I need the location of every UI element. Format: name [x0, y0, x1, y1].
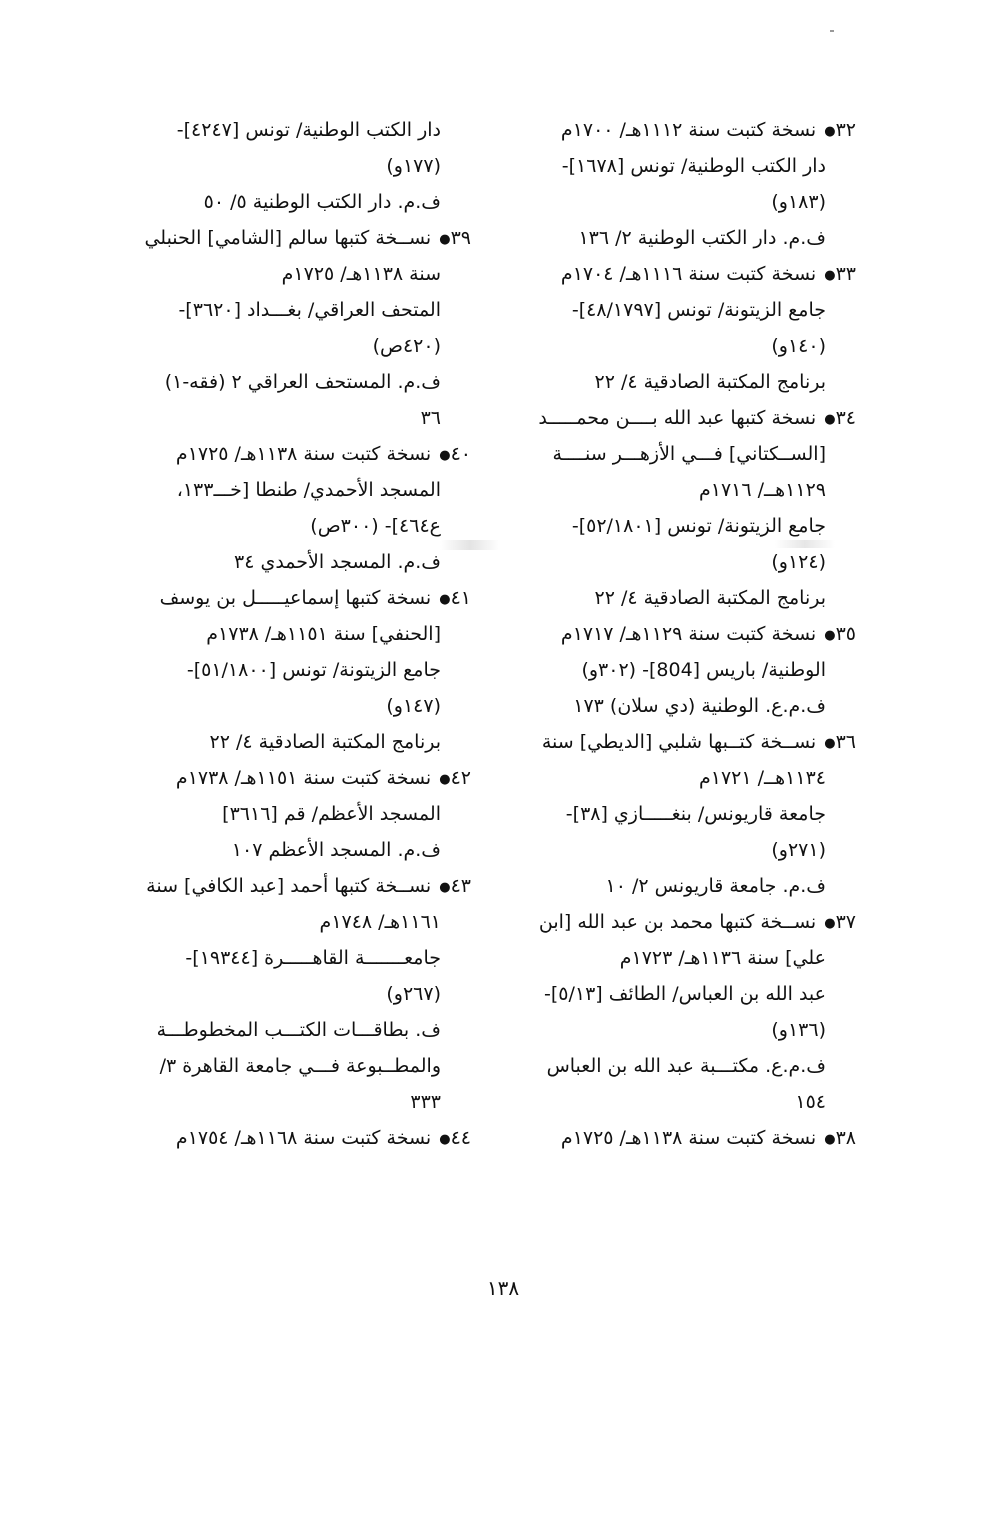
- bullet-icon: ●: [439, 880, 451, 895]
- bullet-icon: ●: [439, 448, 451, 463]
- entry-heading-line: [131, 868, 471, 904]
- entry-text: نســخة كتبها سالم [الشامي] الحنبلي: [144, 227, 438, 249]
- entry-line: جامعة قاريونس/ بنغـــــازي [٣٨]-: [565, 803, 826, 825]
- entry-line: الوطنية/ باريس [804]- (٣٠٢و): [581, 659, 826, 681]
- entry-line: برنامج المكتبة الصادقية ٤/ ٢٢: [594, 371, 826, 393]
- bullet-icon: ●: [824, 412, 836, 427]
- entry-line: والمطــبوعة فـــي جامعة القاهرة ٣/: [159, 1055, 441, 1077]
- entry-line: ف.م. دار الكتب الوطنية ٥/ ٥٠: [203, 191, 441, 213]
- entry-heading-line: [516, 1120, 856, 1156]
- entry-number: ٣٥: [835, 623, 856, 645]
- entry-text: نسخة كتبها عبد الله بــــن محمـــــد: [538, 407, 823, 429]
- entry-text: نسخة كتبت سنة ١١١٢هـ/ ١٧٠٠م: [560, 119, 823, 141]
- bullet-icon: ●: [439, 772, 451, 787]
- entry-text: نســخة كتــبها شلبي [الديطي] سنة: [541, 731, 823, 753]
- entry-line: ف.م. المسجد الأعظم ١٠٧: [231, 839, 441, 861]
- entry-line: ١١٢٩هــ/ ١٧١٦م: [698, 479, 826, 501]
- entry-line: علي] سنة ١١٣٦هـ/ ١٧٢٣م: [619, 947, 826, 969]
- entry-heading-line: [516, 112, 856, 148]
- entry-line: ف.م.ع. الوطنية (دي سلان) ١٧٣: [573, 695, 826, 717]
- entry-number: ٤١: [450, 587, 471, 609]
- entry-line: ف.م. المسجد الأحمدي ٣٤: [233, 551, 441, 573]
- entry-line: سنة ١١٣٨هـ/ ١٧٢٥م: [281, 263, 441, 285]
- entry-line: ف.م.ع. مكتـــبة عبد الله بن العباس: [546, 1055, 826, 1077]
- entry-text: نسخة كتبت سنة ١١٥١هـ/ ١٧٣٨م: [175, 767, 438, 789]
- bullet-icon: ●: [439, 592, 451, 607]
- entry-line: جامع الزيتونة/ تونس [٤٨/١٧٩٧]-: [571, 299, 826, 321]
- page-number: ١٣٨: [486, 1276, 520, 1300]
- entry-line: المتحف العراقي/ بغـــداد [٣٦٢٠]-: [178, 299, 441, 321]
- entry-number: ٣٣: [835, 263, 856, 285]
- entry-line: المسجد الأعظم/ قم [٣٦١٦]: [222, 803, 441, 825]
- bullet-icon: ●: [439, 232, 451, 247]
- entry-line: ١٥٤: [795, 1091, 826, 1113]
- bullet-icon: ●: [439, 1132, 451, 1147]
- entry-number: ٤٤: [450, 1127, 471, 1149]
- entry-text: نسخة كتبت سنة ١١٦٨هـ/ ١٧٥٤م: [175, 1127, 438, 1149]
- entry-line: (٢٦٧و): [386, 983, 441, 1005]
- entry-heading-line: [516, 256, 856, 292]
- entry-line: [الحنفي] سنة ١١٥١هـ/ ١٧٣٨م: [206, 623, 441, 645]
- entry-line: ٣٣٣: [410, 1091, 441, 1113]
- entry-heading-line: [131, 436, 471, 472]
- entry-number: ٣٢: [835, 119, 856, 141]
- entry-line: ف. بطاقـــات الكتـــب المخطوطـــة: [156, 1019, 441, 1041]
- entry-line: دار الكتب الوطنية/ تونس [٤٢٤٧]-: [176, 119, 441, 141]
- entry-line: (١٧٧و): [386, 155, 441, 177]
- entry-heading-line: [516, 616, 856, 652]
- entry-line: ٣٦: [420, 407, 441, 429]
- entry-text: نسخة كتبها إسماعيـــــل بن يوسف: [159, 587, 438, 609]
- entry-number: ٣٤: [835, 407, 856, 429]
- entry-heading-line: [516, 724, 856, 760]
- bullet-icon: ●: [824, 268, 836, 283]
- entry-text: نسخة كتبت سنة ١١١٦هـ/ ١٧٠٤م: [560, 263, 823, 285]
- entry-line: [الســكتاني] فـــي الأزهـــر سنــــة: [552, 443, 826, 465]
- entry-line: ف.م. المستحف العراقي ٢ (فقه-١): [164, 371, 441, 393]
- entry-heading-line: [131, 760, 471, 796]
- bullet-icon: ●: [824, 628, 836, 643]
- entry-line: ف.م. دار الكتب الوطنية ٢/ ١٣٦: [578, 227, 826, 249]
- entry-line: ١١٣٤هــ/ ١٧٢١م: [698, 767, 826, 789]
- entry-text: نسخة كتبت سنة ١١٣٨هـ/ ١٧٢٥م: [175, 443, 438, 465]
- entry-line: (١٢٤و): [771, 551, 826, 573]
- entry-text: نســخة كتبها محمد بن عبد الله [ابن: [538, 911, 823, 933]
- entry-line: جامع الزيتونة/ تونس [٥٢/١٨٠١]-: [571, 515, 826, 537]
- bullet-icon: ●: [824, 916, 836, 931]
- entry-text: نســخة كتبها أحمد [عبد الكافي] سنة: [146, 875, 438, 897]
- entry-number: ٣٩: [450, 227, 471, 249]
- entry-line: برنامج المكتبة الصادقية ٤/ ٢٢: [209, 731, 441, 753]
- entry-line: عبد الله بن العباس/ الطائف [٥/١٣]-: [543, 983, 826, 1005]
- entry-line: (١٤٧و): [386, 695, 441, 717]
- entry-heading-line: [131, 580, 471, 616]
- bullet-icon: ●: [824, 1132, 836, 1147]
- scan-mark: [830, 30, 834, 32]
- entry-number: ٣٧: [835, 911, 856, 933]
- entry-number: ٤٠: [450, 443, 471, 465]
- entry-text: نسخة كتبت سنة ١١٣٨هـ/ ١٧٢٥م: [560, 1127, 823, 1149]
- entry-line: (١٨٣و): [771, 191, 826, 213]
- entry-line: دار الكتب الوطنية/ تونس [١٦٧٨]-: [561, 155, 826, 177]
- entry-heading-line: [131, 220, 471, 256]
- entry-number: ٤٣: [450, 875, 471, 897]
- entry-line: (٢٧١و): [771, 839, 826, 861]
- entry-line: جامع الزيتونة/ تونس [٥١/١٨٠٠]-: [186, 659, 441, 681]
- entry-line: ف.م. جامعة قاريونس ٢/ ١٠: [605, 875, 826, 897]
- entry-text: نسخة كتبت سنة ١١٢٩هـ/ ١٧١٧م: [560, 623, 823, 645]
- entry-heading-line: [516, 904, 856, 940]
- entry-line: (١٤٠و): [771, 335, 826, 357]
- entry-number: ٤٢: [450, 767, 471, 789]
- entry-line: جامعـــــــة القاهـــــرة [١٩٣٤٤]-: [185, 947, 441, 969]
- left-column: [131, 112, 471, 1156]
- entry-number: ٣٦: [835, 731, 856, 753]
- bullet-icon: ●: [824, 124, 836, 139]
- bullet-icon: ●: [824, 736, 836, 751]
- entry-line: (٤٢٠ص): [372, 335, 441, 357]
- entry-line: ع٤٦٤]- (٣٠٠ص): [310, 515, 441, 537]
- entry-number: ٣٨: [835, 1127, 856, 1149]
- right-column: [516, 112, 856, 1156]
- entry-heading-line: [131, 1120, 471, 1156]
- entry-line: (١٣٦و): [771, 1019, 826, 1041]
- entry-line: ١١٦١هـ/ ١٧٤٨م: [319, 911, 441, 933]
- entry-line: برنامج المكتبة الصادقية ٤/ ٢٢: [594, 587, 826, 609]
- entry-line: المسجد الأحمدي/ طنطا [خـــ١٣٣،: [176, 479, 441, 501]
- entry-heading-line: [516, 400, 856, 436]
